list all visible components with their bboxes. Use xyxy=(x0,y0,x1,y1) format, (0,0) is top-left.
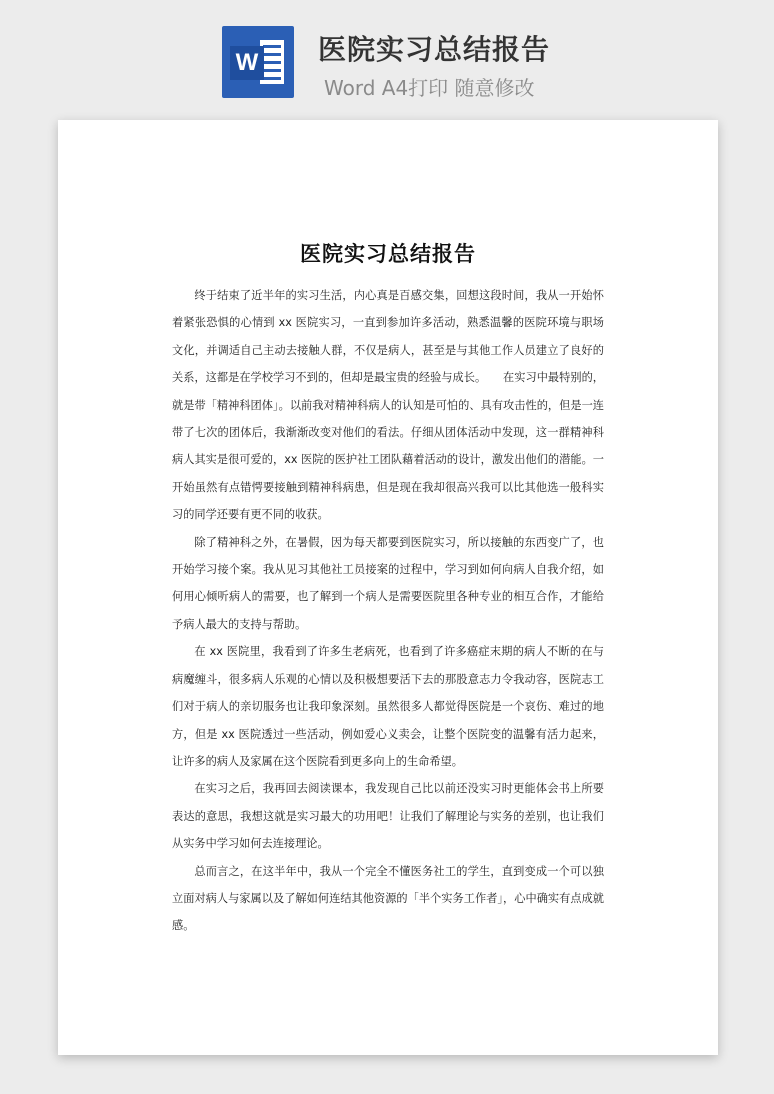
header-title: 医院实习总结报告 xyxy=(318,33,551,66)
paragraph-2: 除了精神科之外，在暑假，因为每天都要到医院实习，所以接触的东西变广了，也开始学习接个案。我从见习其他社工员接案的过程中，学习到如何向病人自我介绍，如何用心倾听病人的需要，也了解到一个病人是需要医院里各种专业的相互合作，才能给予病人最大的支持与帮助。 xyxy=(172,535,604,631)
word-document-icon xyxy=(222,26,294,98)
paragraph-3: 在 xx 医院里，我看到了许多生老病死，也看到了许多癌症末期的病人不断的在与病魔缠斗，很多病人乐观的心情以及积极想要活下去的那股意志力令我动容，医院志工们对于病人的亲切服务也让我印象深刻。虽然很多人都觉得医院是一个哀伤、难过的地方，但是 xx 医院透过一些活动，例如爱心义卖会，让整个医院变的温馨有活力起来，让许多的病人及家属在这个医院看到更多向上的生命希望。 xyxy=(172,645,604,768)
document-title: 医院实习总结报告 xyxy=(300,242,476,266)
document-page xyxy=(58,120,718,1055)
paragraph-4: 在实习之后，我再回去阅读课本，我发现自己比以前还没实习时更能体会书上所要表达的意思，我想这就是实习最大的功用吧！让我们了解理论与实务的差别，也让我们从实务中学习如何去连接理论。 xyxy=(172,782,604,851)
paragraph-1: 终于结束了近半年的实习生活，内心真是百感交集，回想这段时间，我从一开始怀着紧张恐惧的心情到 xx 医院实习，一直到参加许多活动，熟悉温馨的医院环境与职场文化，并调适自己主动去接触人群，不仅是病人，甚至是与其他工作人员建立了良好的关系，这都是在学校学习不到的，但却是最宝贵的经验与成长。 在实习中最特别的，就是带「精神科团体」。以前我对精神科病人的认知是可怕的、具有攻击性的，但是一连带了七次的团体后，我渐渐改变对他们的看法。仔细从团体活动中发现，这一群精神科病人其实是很可爱的，xx 医院的医护社工团队藉着活动的设计，激发出他们的潜能。一开始虽然有点错愕要接触到精神科病患，但是现在我却很高兴我可以比其他选一般科实习的同学还要有更不同的收获。 xyxy=(172,289,604,522)
header xyxy=(0,0,774,118)
word-logo-letter: W xyxy=(230,46,264,80)
paragraph-5: 总而言之，在这半年中，我从一个完全不懂医务社工的学生，直到变成一个可以独立面对病人与家属以及了解如何连结其他资源的「半个实务工作者」，心中确实有点成就感。 xyxy=(172,864,604,933)
document-body xyxy=(172,282,604,940)
header-subtitle: Word A4打印 随意修改 xyxy=(324,76,535,100)
